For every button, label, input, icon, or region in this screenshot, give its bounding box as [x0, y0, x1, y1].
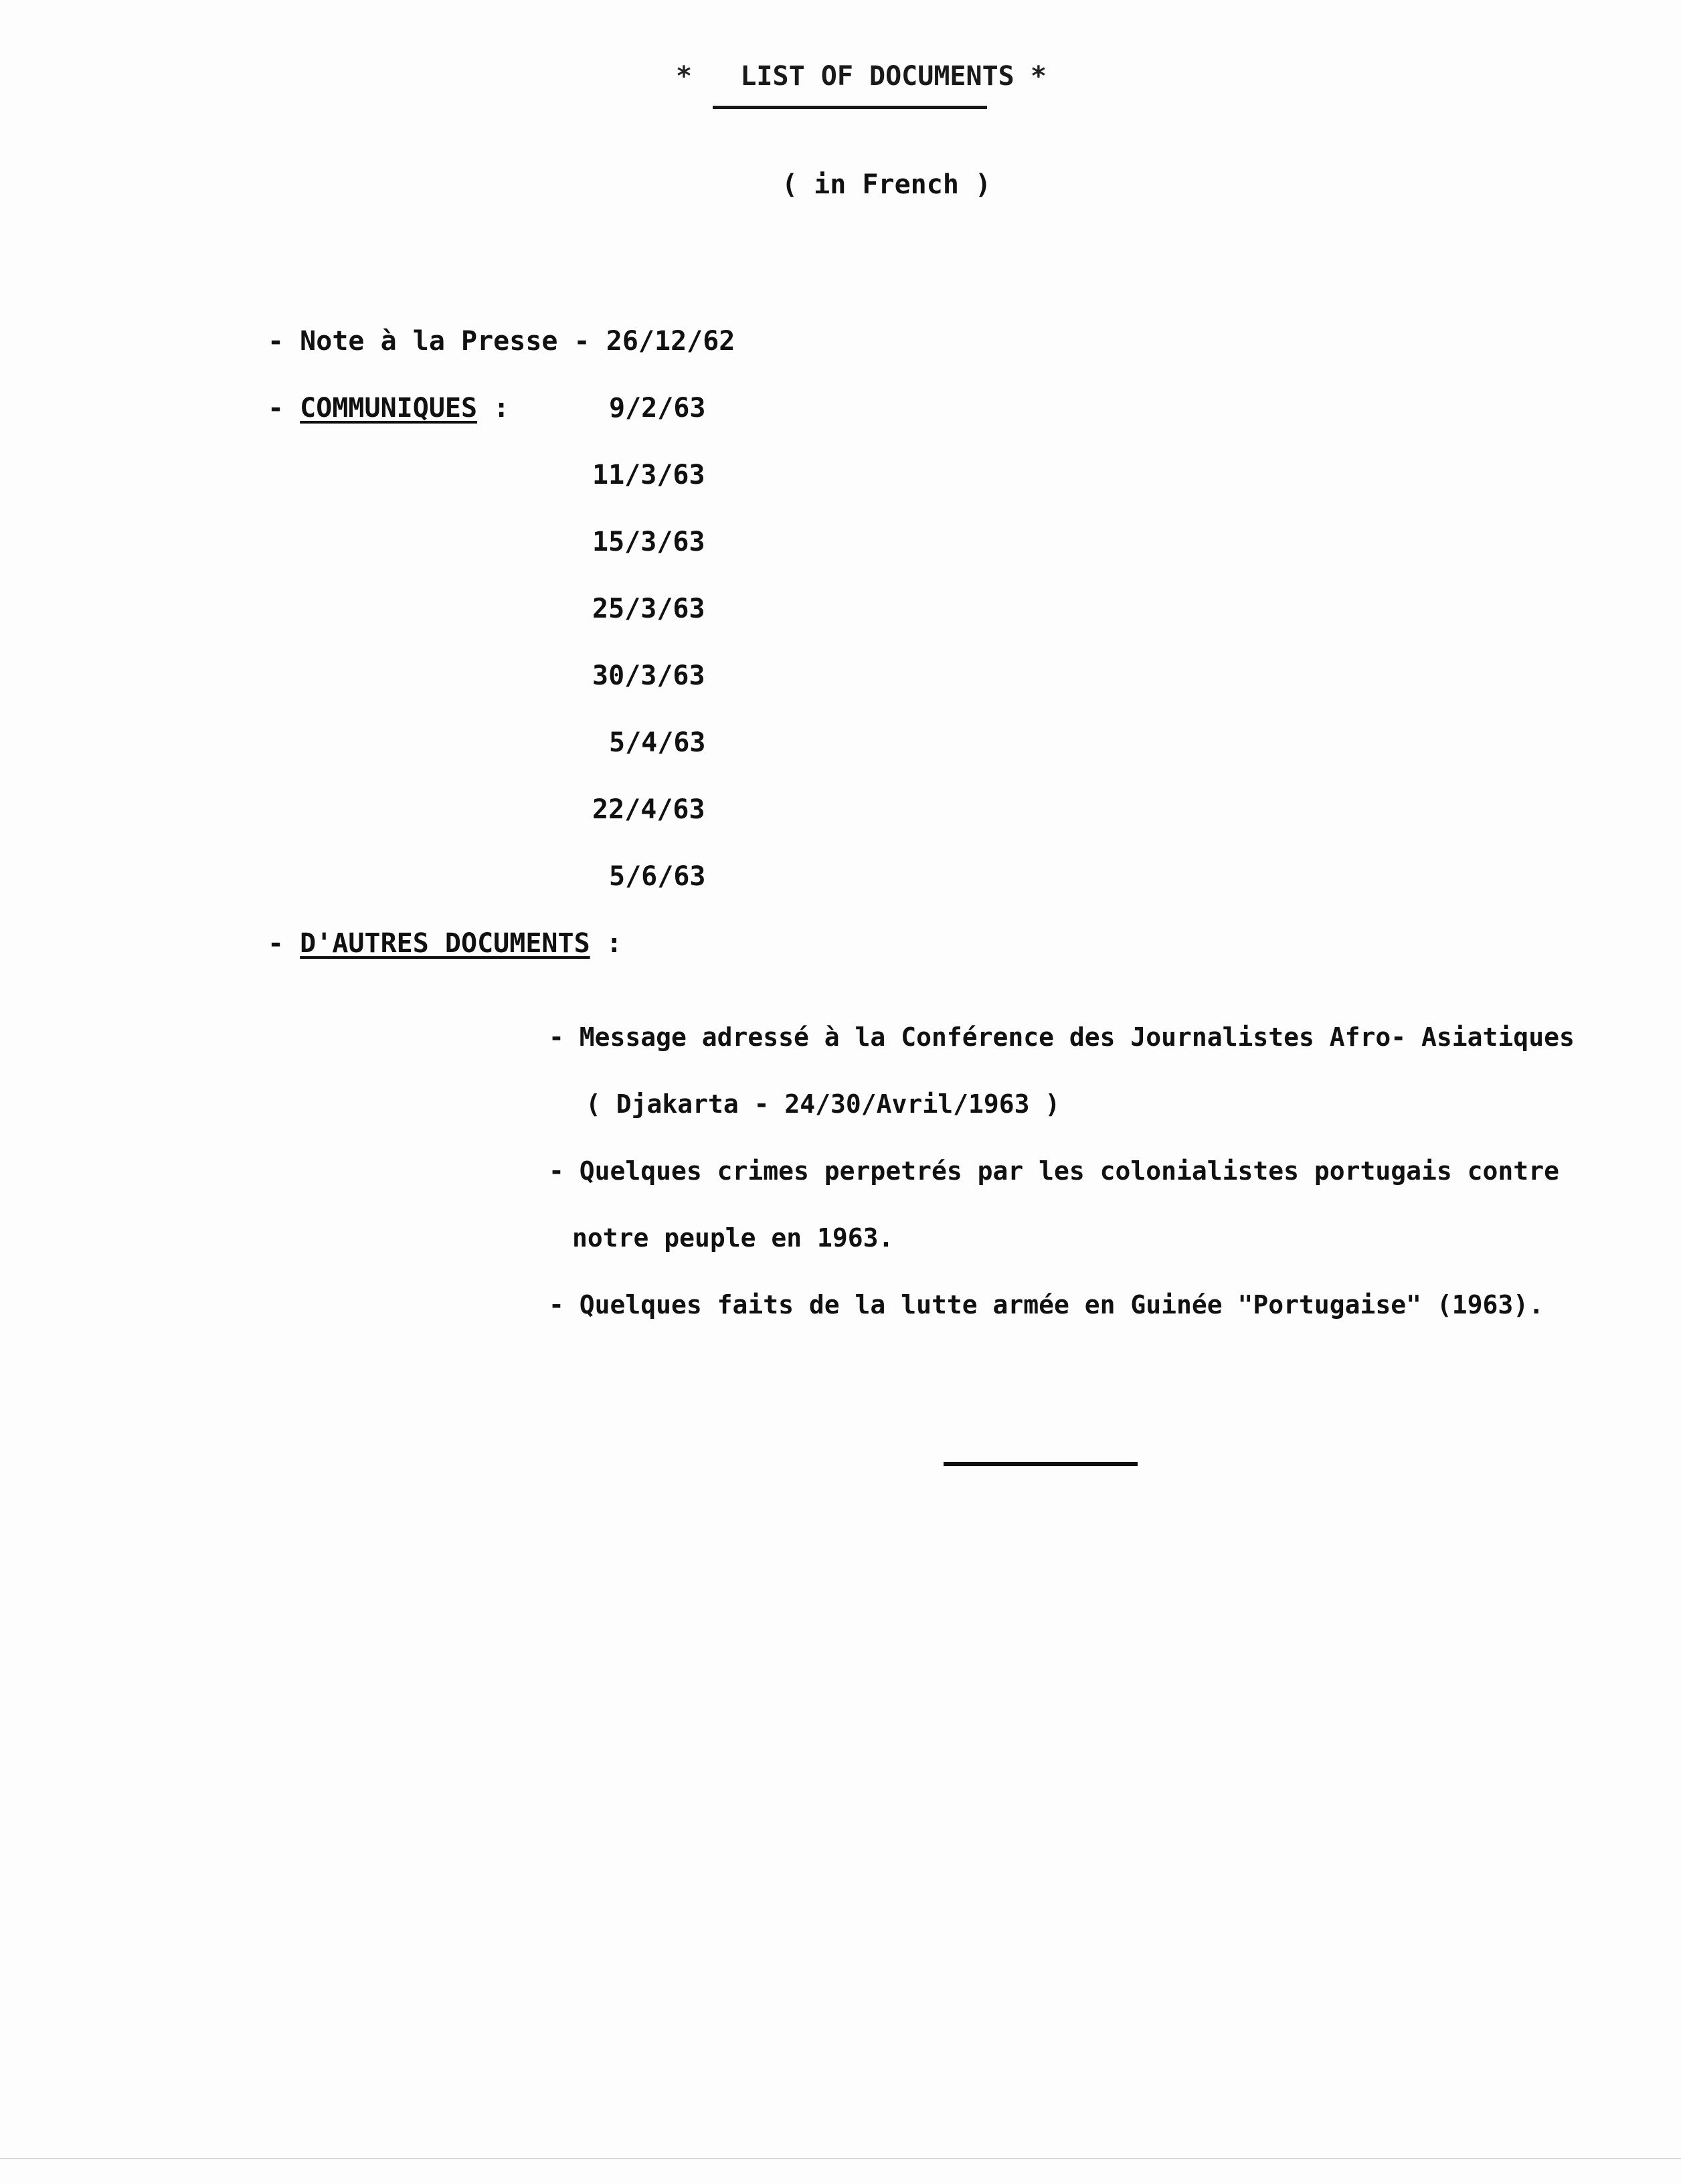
scan-edge-line [0, 2158, 1681, 2159]
communiques-dash: - [268, 393, 300, 424]
communiques-heading [268, 392, 509, 424]
communique-date: 11/3/63 [592, 460, 705, 490]
document-item: - Quelques crimes perpetrés par les colonialistes portugais contre [549, 1156, 1559, 1186]
communique-date: 25/3/63 [592, 594, 705, 624]
title-text: LIST OF DOCUMENTS [740, 61, 1014, 92]
communique-date: 15/3/63 [592, 527, 705, 557]
title-underline [713, 106, 987, 109]
document-item-continuation: ( Djakarta - 24/30/Avril/1963 ) [586, 1089, 1061, 1119]
note-label: - Note à la Presse - [268, 326, 590, 357]
note-date: 26/12/62 [606, 326, 735, 357]
communique-date: 5/6/63 [609, 861, 706, 892]
document-item-continuation: notre peuple en 1963. [572, 1223, 894, 1253]
communique-date: 9/2/63 [609, 393, 706, 424]
communiques-label: COMMUNIQUES [300, 393, 478, 424]
note-entry [268, 325, 735, 357]
other-documents-label: D'AUTRES DOCUMENTS [300, 928, 590, 959]
page-subtitle: ( in French ) [782, 169, 992, 200]
title-star-left: * [676, 61, 693, 92]
document-item: - Quelques faits de la lutte armée en Guinée "Portugaise" (1963). [549, 1290, 1544, 1320]
other-documents-dash: - [268, 928, 300, 959]
document-item: - Message adressé à la Conférence des Journalistes Afro- Asiatiques [549, 1022, 1575, 1052]
closing-rule [944, 1462, 1138, 1466]
other-documents-colon: : [590, 928, 622, 959]
communiques-colon: : [477, 393, 510, 424]
other-documents-heading [268, 927, 622, 960]
communique-date: 5/4/63 [609, 727, 706, 758]
communique-date: 30/3/63 [592, 660, 705, 691]
page-title [676, 60, 1047, 92]
title-star-right: * [1030, 61, 1047, 92]
communique-date: 22/4/63 [592, 794, 705, 825]
